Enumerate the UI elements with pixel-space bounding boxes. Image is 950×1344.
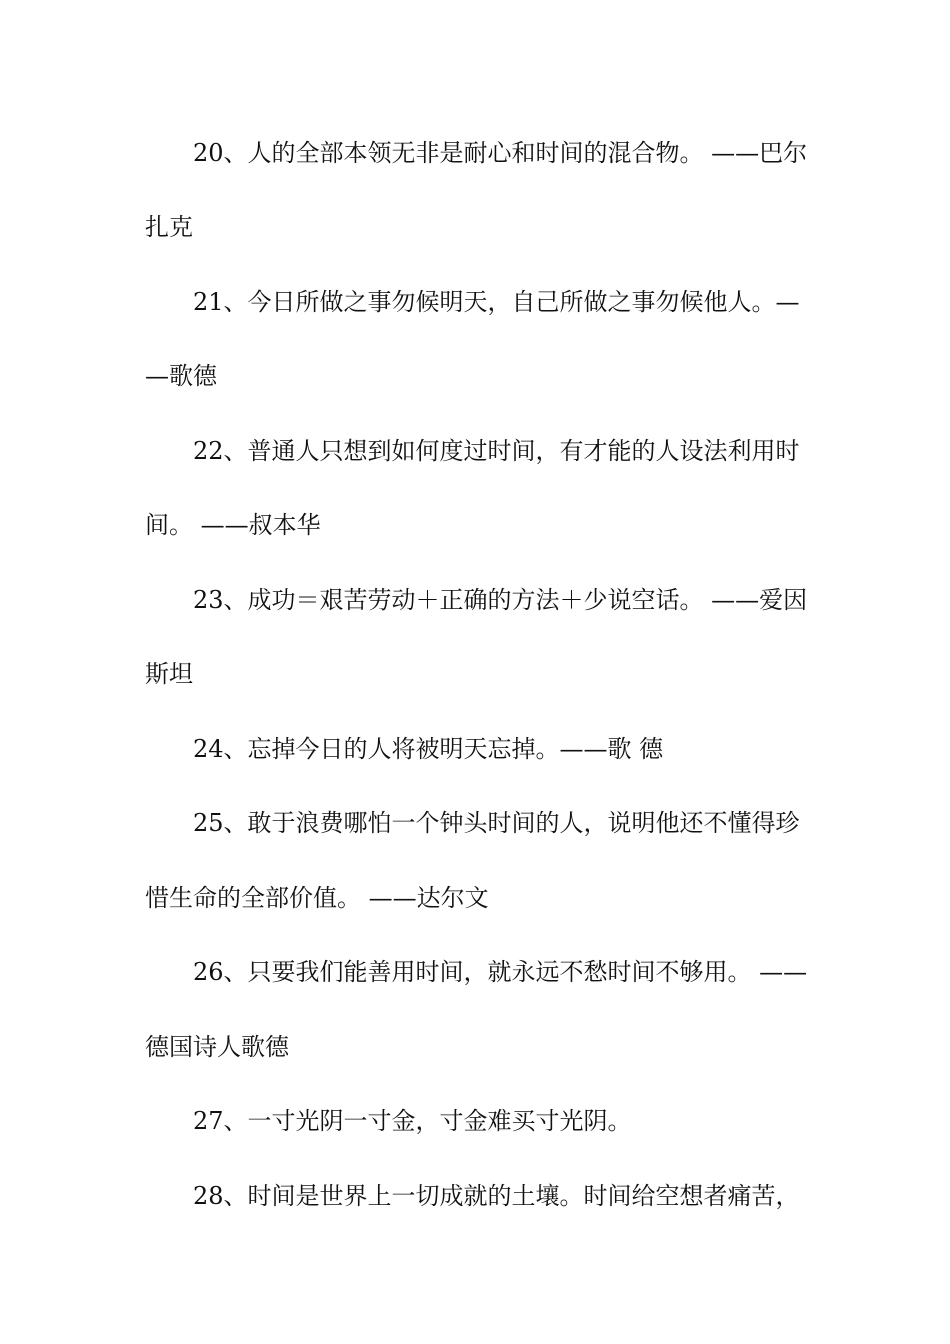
quote-27-line-1: 27、一寸光阴一寸金，寸金难买寸光阴。 [193,1107,632,1135]
quote-24-line-1: 24、忘掉今日的人将被明天忘掉。——歌 德 [193,735,664,763]
quote-26-line-1: 26、只要我们能善用时间，就永远不愁时间不够用。 —— [193,958,808,986]
quote-20-line-2: 扎克 [145,213,193,241]
quote-26-line-2: 德国诗人歌德 [145,1033,289,1061]
quote-25-line-2: 惜生命的全部价值。 ——达尔文 [145,884,489,912]
quote-28-line-1: 28、时间是世界上一切成就的土壤。时间给空想者痛苦， [193,1182,800,1210]
quote-21-line-1: 21、今日所做之事勿候明天，自己所做之事勿候他人。— [193,288,800,316]
quote-22-line-1: 22、普通人只想到如何度过时间，有才能的人设法利用时 [193,437,800,465]
quote-22-line-2: 间。 ——叔本华 [145,511,321,539]
quote-25-line-1: 25、敢于浪费哪怕一个钟头时间的人，说明他还不懂得珍 [193,809,800,837]
quote-23-line-1: 23、成功＝艰苦劳动＋正确的方法＋少说空话。 ——爱因 [193,586,808,614]
quote-20-line-1: 20、人的全部本领无非是耐心和时间的混合物。 ——巴尔 [193,139,808,167]
quote-23-line-2: 斯坦 [145,660,193,688]
quote-21-line-2: —歌德 [145,362,217,390]
